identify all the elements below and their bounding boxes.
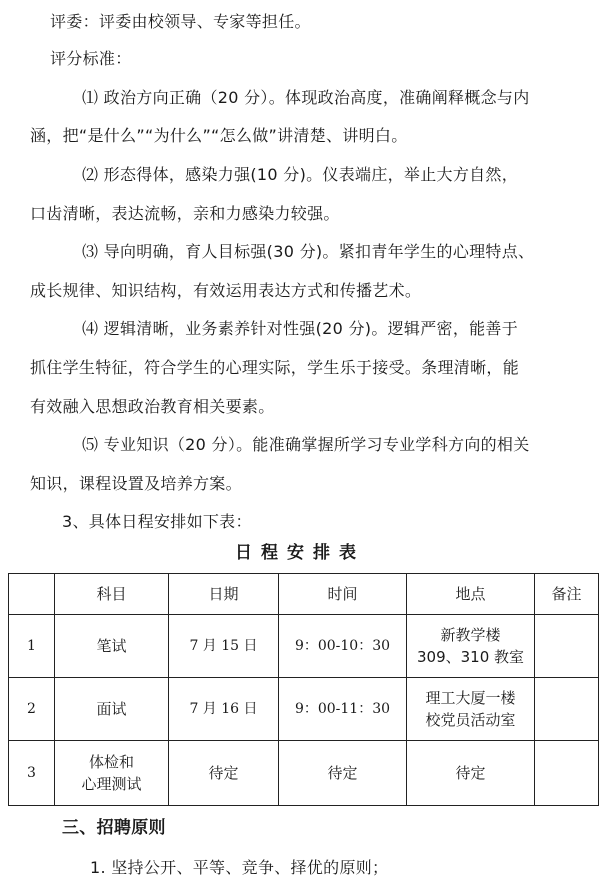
- cell-place: [407, 615, 535, 678]
- cell-place: [407, 678, 535, 741]
- criterion-4-line-2: 抓住学生特征，符合学生的心理实际，学生乐于接受。条理清晰，能: [30, 358, 520, 377]
- criterion-2-line-2: 口齿清晰，表达流畅，亲和力感染力较强。: [30, 204, 340, 223]
- cell-time: 待定: [279, 741, 407, 806]
- cell-note: [535, 615, 599, 678]
- criterion-1-line-1: ⑴ 政治方向正确（20 分）。体现政治高度，准确阐释概念与内: [82, 88, 530, 107]
- criterion-5-line-2: 知识，课程设置及培养方案。: [30, 474, 242, 493]
- cell-subject: [55, 741, 169, 806]
- table-row: [9, 678, 599, 741]
- criterion-3-line-2: 成长规律、知识结构，有效运用表达方式和传播艺术。: [30, 281, 422, 300]
- principle-item-1: 1. 坚持公开、平等、竞争、择优的原则；: [90, 858, 389, 877]
- cell-note: [535, 741, 599, 806]
- schedule-table: [8, 573, 599, 806]
- criterion-1-line-2: 涵，把“是什么”“为什么”“怎么做”讲清楚、讲明白。: [30, 126, 408, 145]
- cell-date: 待定: [169, 741, 279, 806]
- cell-date: 7 月 16 日: [169, 678, 279, 741]
- header-time: 时间: [279, 574, 407, 615]
- cell-place: 待定: [407, 741, 535, 806]
- cell-subject: [55, 678, 169, 741]
- cell-number: 3: [9, 741, 55, 806]
- judges-paragraph: 评委：评委由校领导、专家等担任。: [50, 12, 311, 31]
- cell-number: 2: [9, 678, 55, 741]
- criterion-4-line-3: 有效融入思想政治教育相关要素。: [30, 397, 275, 416]
- cell-date: 7 月 15 日: [169, 615, 279, 678]
- table-row: [9, 741, 599, 806]
- subject-line-2: 心理测试: [81, 775, 142, 793]
- header-number: [9, 574, 55, 615]
- criterion-5-line-1: ⑸ 专业知识（20 分）。能准确掌握所学习专业学科方向的相关: [82, 435, 530, 454]
- place-line-2: 309、310 教室: [416, 648, 525, 666]
- subject-text: 面试: [96, 700, 127, 718]
- subject-text: 笔试: [96, 637, 127, 655]
- table-row: [9, 615, 599, 678]
- header-subject: 科目: [55, 574, 169, 615]
- place-line-1: 新教学楼: [440, 626, 501, 644]
- cell-number: 1: [9, 615, 55, 678]
- table-header-row: [9, 574, 599, 615]
- cell-time: 9：00-10：30: [279, 615, 407, 678]
- cell-time: 9：00-11：30: [279, 678, 407, 741]
- place-line-1: 理工大厦一楼: [425, 689, 516, 707]
- cell-note: [535, 678, 599, 741]
- schedule-intro: 3、具体日程安排如下表：: [62, 512, 252, 531]
- table-title: 日程安排表: [235, 543, 365, 563]
- criteria-label: 评分标准：: [50, 49, 132, 68]
- criterion-3-line-1: ⑶ 导向明确，育人目标强(30 分)。紧扣青年学生的心理特点、: [82, 242, 535, 261]
- subject-line-1: 体检和: [88, 753, 134, 771]
- header-note: 备注: [535, 574, 599, 615]
- place-line-2: 校党员活动室: [425, 711, 516, 729]
- cell-subject: [55, 615, 169, 678]
- criterion-2-line-1: ⑵ 形态得体，感染力强(10 分)。仪表端庄，举止大方自然，: [82, 165, 519, 184]
- header-place: 地点: [407, 574, 535, 615]
- criterion-4-line-1: ⑷ 逻辑清晰，业务素养针对性强(20 分)。逻辑严密，能善于: [82, 319, 519, 338]
- header-date: 日期: [169, 574, 279, 615]
- section-heading: 三、招聘原则: [62, 818, 166, 838]
